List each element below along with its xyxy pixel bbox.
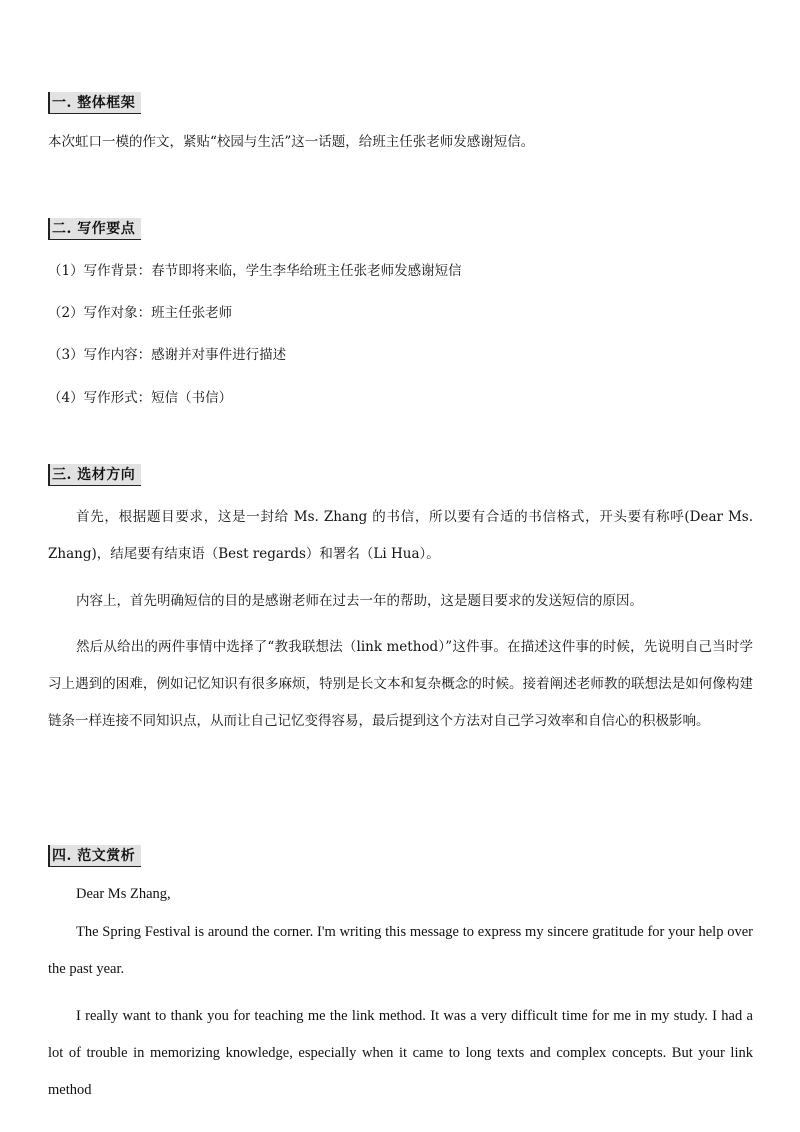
key-point-item: （4）写作形式：短信（书信）	[48, 390, 233, 406]
section-title-framework: 一. 整体框架	[48, 92, 141, 114]
section-title-material: 三. 选材方向	[48, 464, 141, 486]
letter-paragraph: The Spring Festival is around the corner. I'm writing this message to express my sincere gratitude for your help over the past year.	[48, 924, 753, 977]
key-point-item: （2）写作对象：班主任张老师	[48, 305, 233, 321]
framework-text: 本次虹口一模的作文，紧贴“校园与生活”这一话题，给班主任张老师发感谢短信。	[48, 134, 535, 150]
key-point-item: （3）写作内容：感谢并对事件进行描述	[48, 347, 287, 363]
letter-salutation: Dear Ms Zhang,	[76, 886, 171, 902]
letter-paragraph: I really want to thank you for teaching me the link method. It was a very difficult time for me in my study. I had a lot of trouble in memorizing knowledge, especially when it came to long texts and complex concepts. But your link method	[48, 1008, 753, 1098]
key-point-item: （1）写作背景：春节即将来临，学生李华给班主任张老师发感谢短信	[48, 263, 462, 279]
section-title-sample: 四. 范文赏析	[48, 845, 141, 867]
material-paragraph: 首先，根据题目要求，这是一封给 Ms. Zhang 的书信，所以要有合适的书信格式，开头要有称呼(Dear Ms. Zhang)，结尾要有结束语（Best regards）和署名（Li Hua）。	[48, 509, 753, 562]
material-paragraph: 然后从给出的两件事情中选择了“教我联想法（link method）”这件事。在描述这件事的时候，先说明自己当时学习上遇到的困难，例如记忆知识有很多麻烦，特别是长文本和复杂概念的时候。接着阐述老师教的联想法是如何像构建链条一样连接不同知识点，从而让自己记忆变得容易，最后提到这个方法对自己学习效率和自信心的积极影响。	[48, 639, 753, 729]
section-title-key-points: 二. 写作要点	[48, 218, 141, 240]
material-paragraph: 内容上，首先明确短信的目的是感谢老师在过去一年的帮助，这是题目要求的发送短信的原因。	[76, 593, 643, 609]
